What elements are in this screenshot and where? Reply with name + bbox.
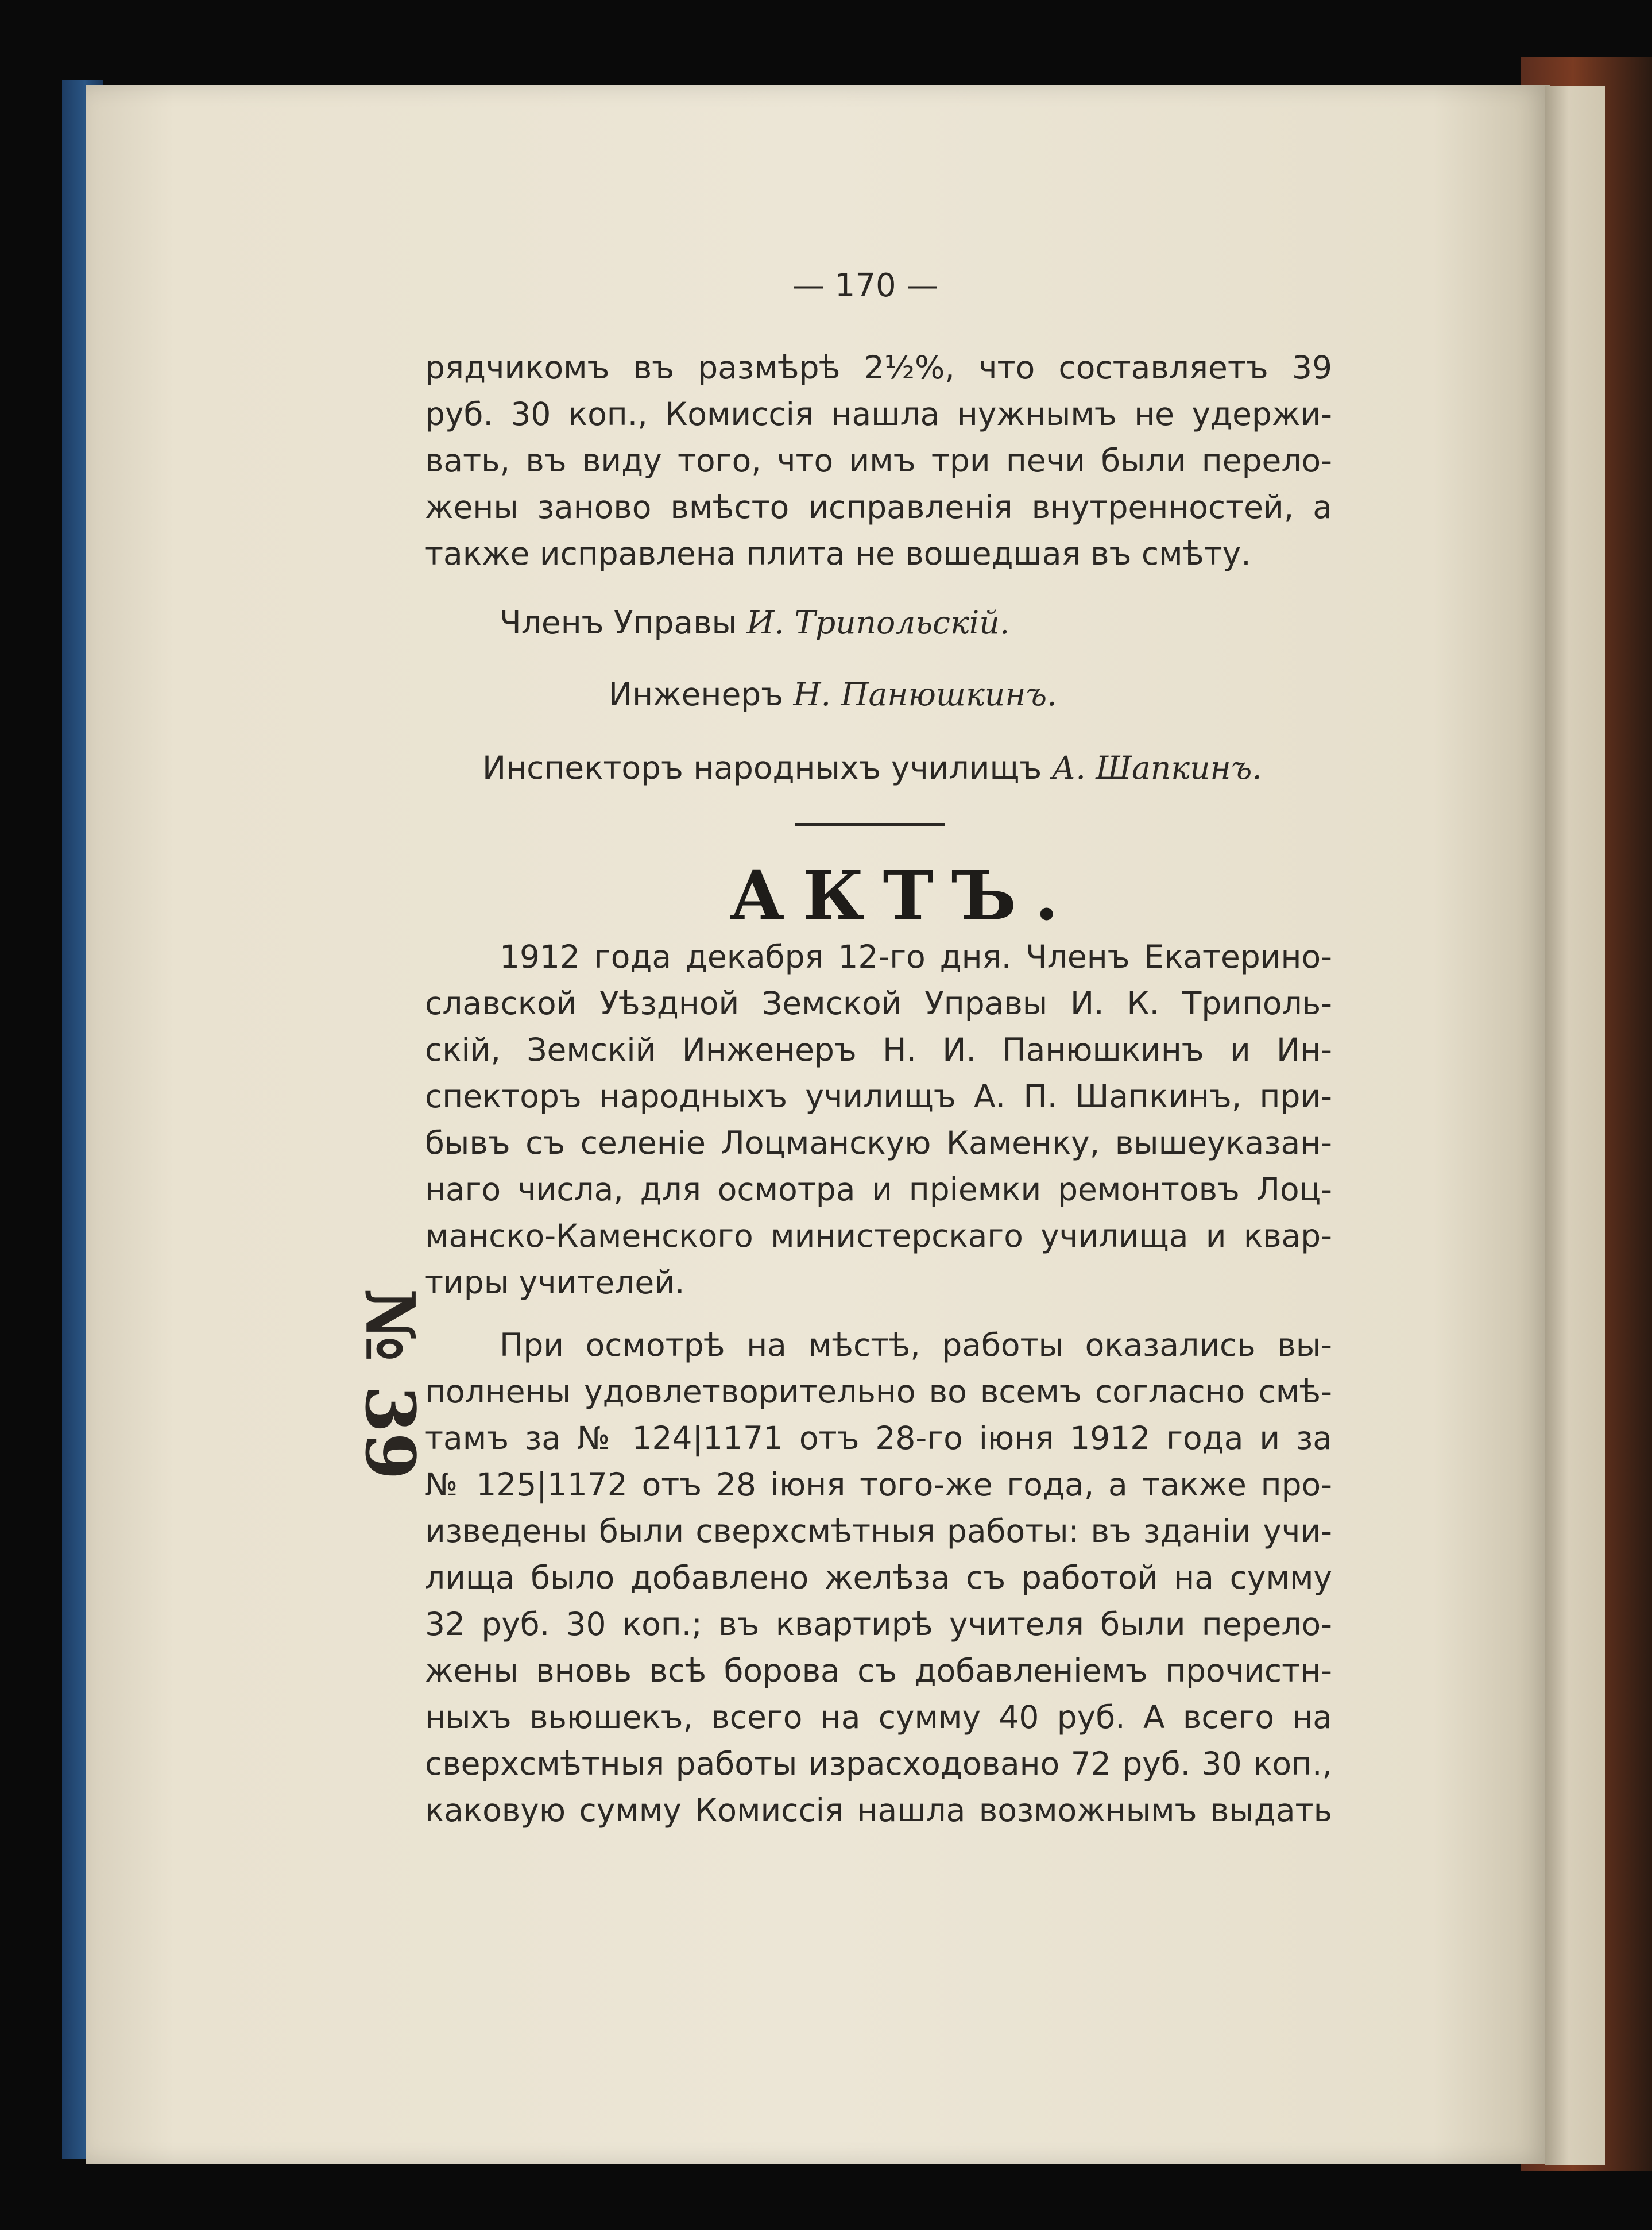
text-line: рядчикомъ въ размѣрѣ 2½%, что составляетъ 39 — [425, 349, 1332, 386]
text-line: сверхсмѣтныя работы израсходовано 72 руб. 30 коп., — [425, 1745, 1332, 1782]
signature-member — [500, 604, 1009, 641]
section-heading: АКТЪ. — [729, 856, 1077, 936]
next-page-edge — [1545, 86, 1605, 2165]
text-line: бывъ съ селеніе Лоцманскую Каменку, вышеуказан- — [425, 1124, 1332, 1161]
text-line: ныхъ вьюшекъ, всего на сумму 40 руб. А всего на — [425, 1699, 1332, 1736]
text-line: № 125|1172 отъ 28 іюня того-же года, а также про- — [425, 1466, 1332, 1503]
text-line: скій, Земскій Инженеръ Н. И. Панюшкинъ и Ин- — [425, 1031, 1332, 1068]
paragraph-2 — [425, 1322, 1332, 1834]
paragraph-1 — [425, 934, 1332, 1306]
signature-role: Инспекторъ народныхъ училищъ — [482, 749, 1042, 786]
text-line: изведены были сверхсмѣтныя работы: въ зданіи учи- — [425, 1513, 1332, 1549]
text-line: 1912 года декабря 12-го дня. Членъ Екатерино- — [500, 938, 1332, 975]
text-line: тамъ за № 124|1171 отъ 28-го іюня 1912 года и за — [425, 1420, 1332, 1456]
text-line: 32 руб. 30 коп.; въ квартирѣ учителя были перело- — [425, 1606, 1332, 1642]
text-line: жены вновь всѣ борова съ добавленіемъ прочистн- — [425, 1652, 1332, 1689]
page-number: — 170 — — [792, 267, 939, 304]
text-line: также исправлена плита не вошедшая въ смѣту. — [425, 535, 1251, 572]
text-line: руб. 30 коп., Комиссія нашла нужнымъ не удержи- — [425, 396, 1332, 432]
text-line: спекторъ народныхъ училищъ А. П. Шапкинъ, при- — [425, 1078, 1332, 1115]
text-line: славской Уѣздной Земской Управы И. К. Триполь- — [425, 985, 1332, 1022]
signature-role: Инженеръ — [609, 676, 784, 713]
signature-engineer — [609, 676, 1057, 713]
text-line: полнены удовлетворительно во всемъ согласно смѣ- — [425, 1373, 1332, 1410]
section-divider — [795, 823, 945, 826]
margin-stamp: № 39 — [350, 1288, 431, 1480]
text-line: тиры учителей. — [425, 1264, 685, 1301]
signature-inspector — [482, 749, 1262, 786]
text-line: лища было добавлено желѣза съ работой на сумму — [425, 1559, 1332, 1596]
text-line: наго числа, для осмотра и пріемки ремонтовъ Лоц- — [425, 1171, 1332, 1208]
text-line: манско-Каменского министерскаго училища и квар- — [425, 1218, 1332, 1254]
text-line: каковую сумму Комиссія нашла возможнымъ выдать — [425, 1792, 1332, 1829]
signature-role: Членъ Управы — [500, 604, 737, 641]
text-line: вать, въ виду того, что имъ три печи были перело- — [425, 442, 1332, 479]
signature-name: Н. Панюшкинъ. — [793, 676, 1057, 713]
signature-name: И. Трипольскій. — [746, 604, 1010, 641]
text-line: жены заново вмѣсто исправленія внутренностей, а — [425, 489, 1332, 525]
signature-name: А. Шапкинъ. — [1051, 749, 1262, 786]
text-line: При осмотрѣ на мѣстѣ, работы оказались вы- — [500, 1327, 1332, 1363]
top-paragraph — [425, 345, 1332, 577]
